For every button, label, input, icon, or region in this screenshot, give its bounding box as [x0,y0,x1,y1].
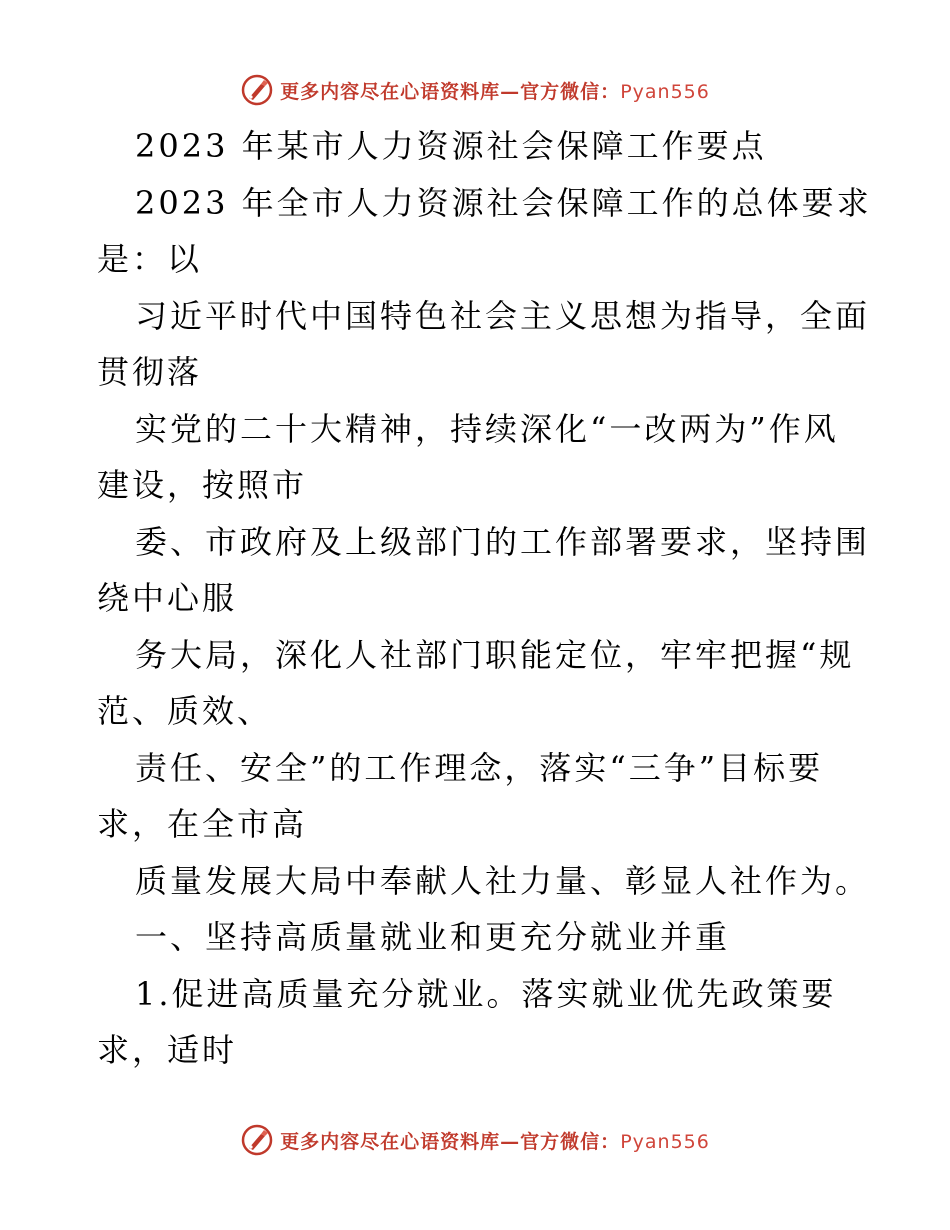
paragraph-line: 建设，按照市 [97,466,308,504]
watermark-wechat-label: 官方微信： [520,80,621,103]
section-heading: 一、坚持高质量就业和更充分就业并重 [135,918,731,956]
watermark-text [280,77,710,104]
paragraph-line: 求，在全市高 [97,805,308,843]
document-body [97,118,872,1079]
paragraph-line: 2023 年全市人力资源社会保障工作的总体要求 [135,183,872,222]
paragraph-line: 贯彻落 [97,353,203,391]
watermark-wechat-label: 官方微信： [520,1130,621,1153]
paragraph-line: 责任、安全”的工作理念，落实“三争”目标要 [135,748,824,787]
watermark-wechat-id: Pyan556 [620,1130,710,1153]
paragraph-line: 绕中心服 [97,579,238,617]
watermark-dash: — [500,80,521,103]
paragraph-line: 求，适时 [97,1031,238,1069]
pen-nib-logo [240,73,274,107]
watermark-text [280,1127,710,1154]
document-title: 2023 年某市人力资源社会保障工作要点 [135,127,767,165]
watermark-banner-bottom [0,1120,950,1160]
watermark-brand: 更多内容尽在心语资料库 [280,1130,501,1153]
paragraph-line: 委、市政府及上级部门的工作部署要求，坚持围 [135,522,871,561]
paragraph-line: 质量发展大局中奉献人社力量、彰显人社作为。 [135,861,871,900]
paragraph-line: 务大局，深化人社部门职能定位，牢牢把握“规 [135,635,855,674]
paragraph-line: 1.促进高质量充分就业。落实就业优先政策要 [135,974,837,1013]
watermark-brand: 更多内容尽在心语资料库 [280,80,501,103]
paragraph-line: 是：以 [97,240,203,278]
pen-nib-logo [240,1123,274,1157]
paragraph-line: 范、质效、 [97,692,273,730]
watermark-banner-top [0,70,950,110]
paragraph-line: 实党的二十大精神，持续深化“一改两为”作风 [135,409,839,448]
watermark-wechat-id: Pyan556 [620,80,710,103]
watermark-dash: — [500,1130,521,1153]
paragraph-line: 习近平时代中国特色社会主义思想为指导，全面 [135,296,871,335]
